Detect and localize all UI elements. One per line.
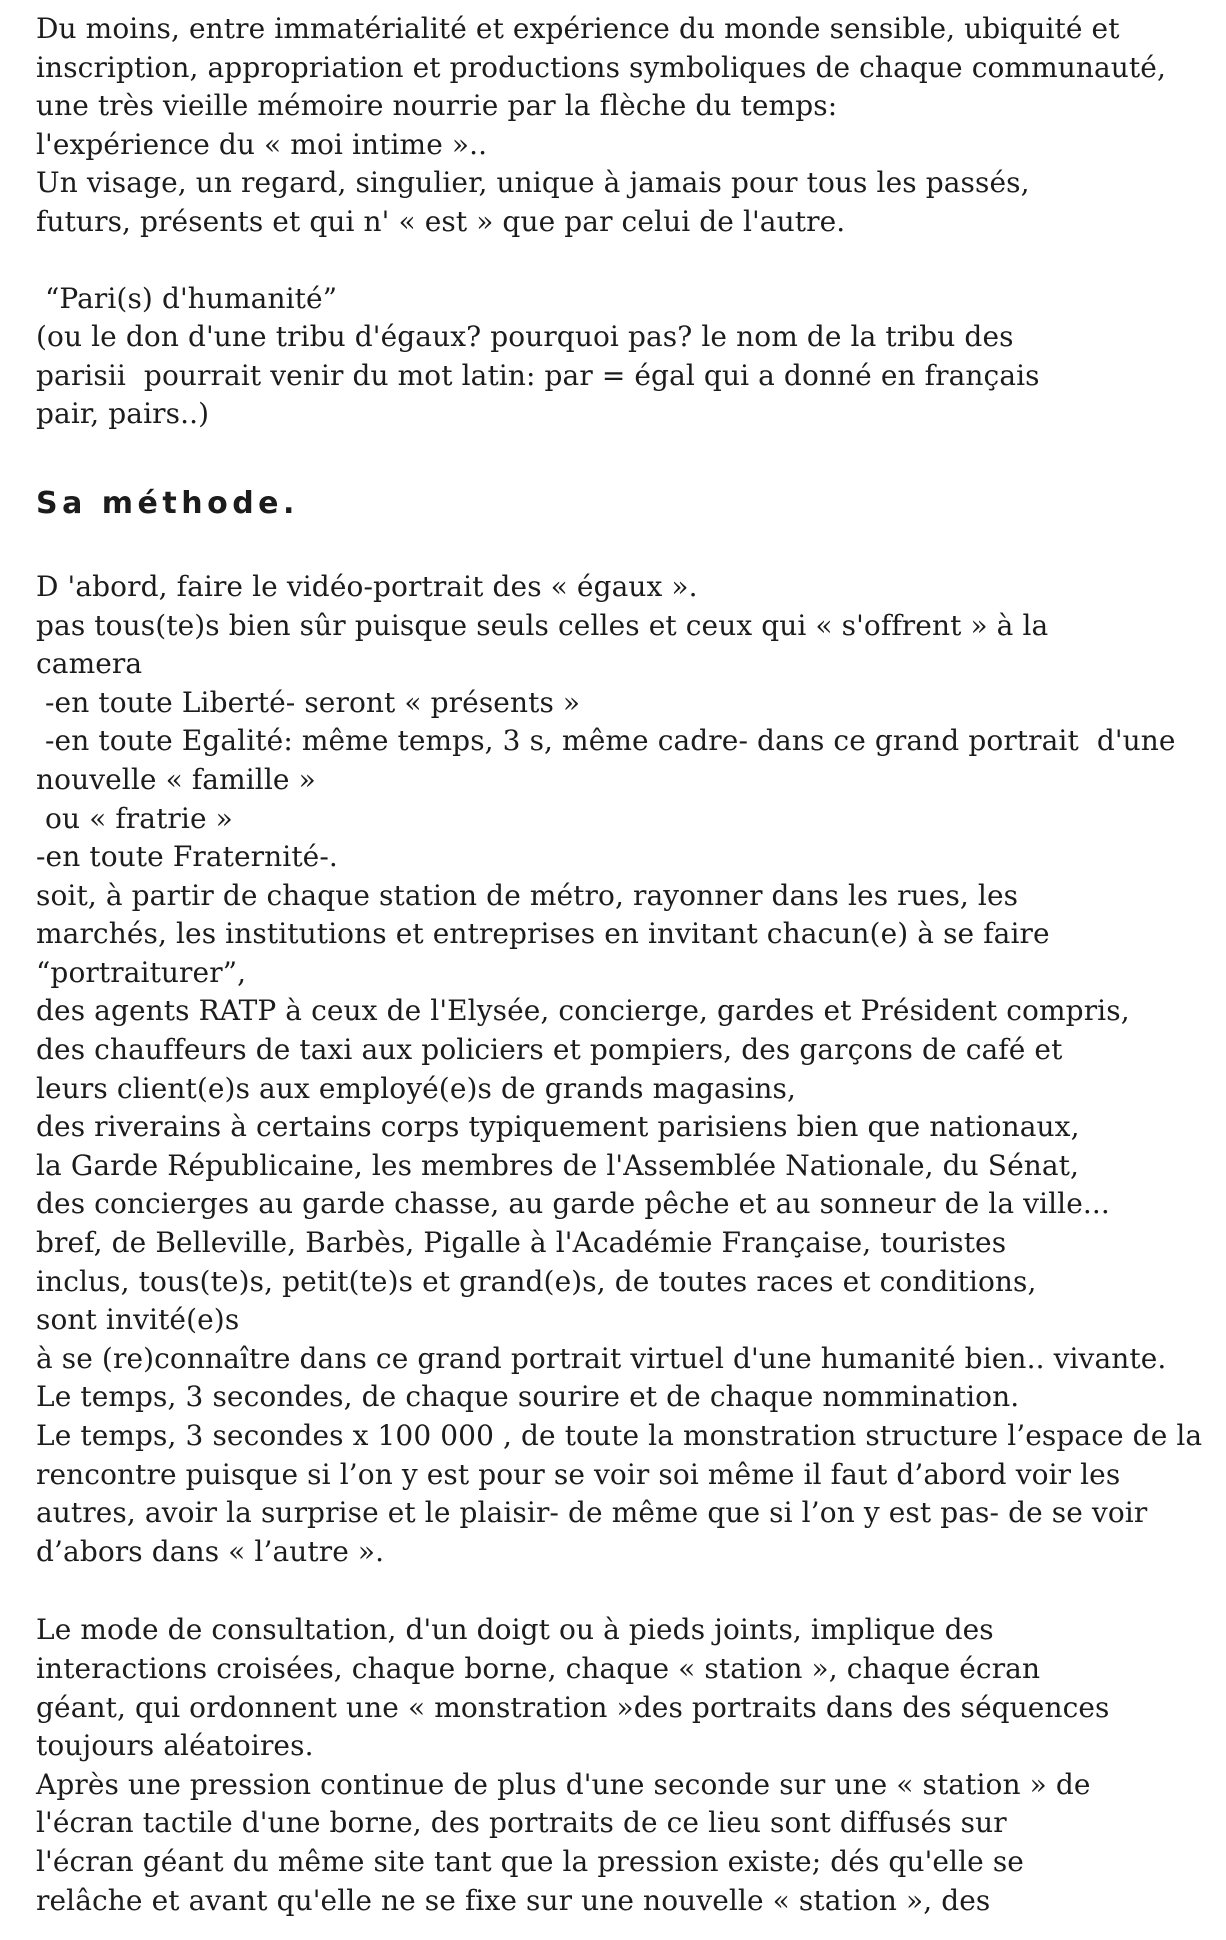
text-line: sont invité(e)s — [36, 1303, 240, 1337]
text-line: rencontre puisque si l’on y est pour se voir soi même il faut d’abord voir les — [36, 1457, 1121, 1491]
text-line: futurs, présents et qui n' « est » que par celui de l'autre. — [36, 204, 846, 238]
intro-paragraph — [36, 10, 1216, 242]
text-line: “Pari(s) d'humanité” — [36, 281, 338, 315]
section-heading: Sa méthode. — [36, 485, 299, 521]
text-line: relâche et avant qu'elle ne se fixe sur une nouvelle « station », des — [36, 1883, 991, 1917]
text-line: (ou le don d'une tribu d'égaux? pourquoi pas? le nom de la tribu des — [36, 320, 1014, 354]
text-line: l'écran tactile d'une borne, des portraits de ce lieu sont diffusés sur — [36, 1806, 1007, 1840]
text-line: Après une pression continue de plus d'une seconde sur une « station » de — [36, 1767, 1091, 1801]
text-line: des riverains à certains corps typiquement parisiens bien que nationaux, — [36, 1110, 1080, 1144]
text-line: “portraiturer”, — [36, 955, 247, 989]
text-line: des agents RATP à ceux de l'Elysée, concierge, gardes et Président compris, — [36, 994, 1130, 1028]
text-line: camera — [36, 647, 143, 681]
text-line: d’abors dans « l’autre ». — [36, 1534, 385, 1568]
text-line: Le mode de consultation, d'un doigt ou à pieds joints, implique des — [36, 1613, 994, 1647]
text-line: la Garde Républicaine, les membres de l'Assemblée Nationale, du Sénat, — [36, 1148, 1080, 1182]
text-line: soit, à partir de chaque station de métro, rayonner dans les rues, les — [36, 878, 1019, 912]
text-line: inscription, appropriation et productions symboliques de chaque communauté, — [36, 50, 1166, 84]
document-page — [36, 10, 1216, 1920]
text-line: ou « fratrie » — [36, 801, 233, 835]
paragraph-spacer — [36, 1571, 1216, 1611]
text-line: Du moins, entre immatérialité et expérience du monde sensible, ubiquité et — [36, 12, 1120, 45]
paragraph-spacer — [36, 528, 1216, 568]
text-line: l'écran géant du même site tant que la pression existe; dés qu'elle se — [36, 1844, 1024, 1878]
text-line: leurs client(e)s aux employé(e)s de grands magasins, — [36, 1071, 797, 1105]
text-line: une très vieille mémoire nourrie par la flèche du temps: — [36, 89, 838, 123]
text-line: bref, de Belleville, Barbès, Pigalle à l'Académie Française, touristes — [36, 1226, 1007, 1260]
text-line: interactions croisées, chaque borne, chaque « station », chaque écran — [36, 1651, 1041, 1685]
text-line: inclus, tous(te)s, petit(te)s et grand(e)s, de toutes races et conditions, — [36, 1264, 1037, 1298]
text-line: des concierges au garde chasse, au garde pêche et au sonneur de la ville... — [36, 1187, 1110, 1221]
paragraph-spacer — [36, 434, 1216, 474]
paris-paragraph — [36, 280, 1216, 434]
text-line: Le temps, 3 secondes, de chaque sourire et de chaque nommination. — [36, 1380, 1020, 1414]
text-line: géant, qui ordonnent une « monstration »des portraits dans des séquences — [36, 1690, 1110, 1724]
text-line: toujours aléatoires. — [36, 1729, 314, 1763]
text-line: D 'abord, faire le vidéo-portrait des « égaux ». — [36, 569, 698, 603]
text-line: des chauffeurs de taxi aux policiers et pompiers, des garçons de café et — [36, 1033, 1063, 1067]
text-line: Un visage, un regard, singulier, unique à jamais pour tous les passés, — [36, 166, 1030, 200]
consultation-paragraph — [36, 1611, 1216, 1920]
text-line: autres, avoir la surprise et le plaisir- de même que si l’on y est pas- de se voir — [36, 1496, 1148, 1530]
text-line: Le temps, 3 secondes x 100 000 , de toute la monstration structure l’espace de la — [36, 1419, 1203, 1452]
text-line: -en toute Fraternité-. — [36, 840, 338, 874]
text-line: parisii pourrait venir du mot latin: par = égal qui a donné en français — [36, 358, 1040, 392]
text-line: à se (re)connaître dans ce grand portrait virtuel d'une humanité bien.. vivante. — [36, 1341, 1167, 1375]
text-line: marchés, les institutions et entreprises en invitant chacun(e) à se faire — [36, 917, 1050, 951]
method-paragraph — [36, 568, 1216, 1571]
text-line: pair, pairs..) — [36, 397, 210, 431]
text-line: nouvelle « famille » — [36, 762, 316, 796]
text-line: l'expérience du « moi intime ».. — [36, 127, 488, 161]
text-line: pas tous(te)s bien sûr puisque seuls celles et ceux qui « s'offrent » à la — [36, 608, 1049, 642]
text-line: -en toute Egalité: même temps, 3 s, même cadre- dans ce grand portrait d'une — [36, 724, 1176, 758]
paragraph-spacer — [36, 242, 1216, 280]
text-line: -en toute Liberté- seront « présents » — [36, 685, 581, 719]
